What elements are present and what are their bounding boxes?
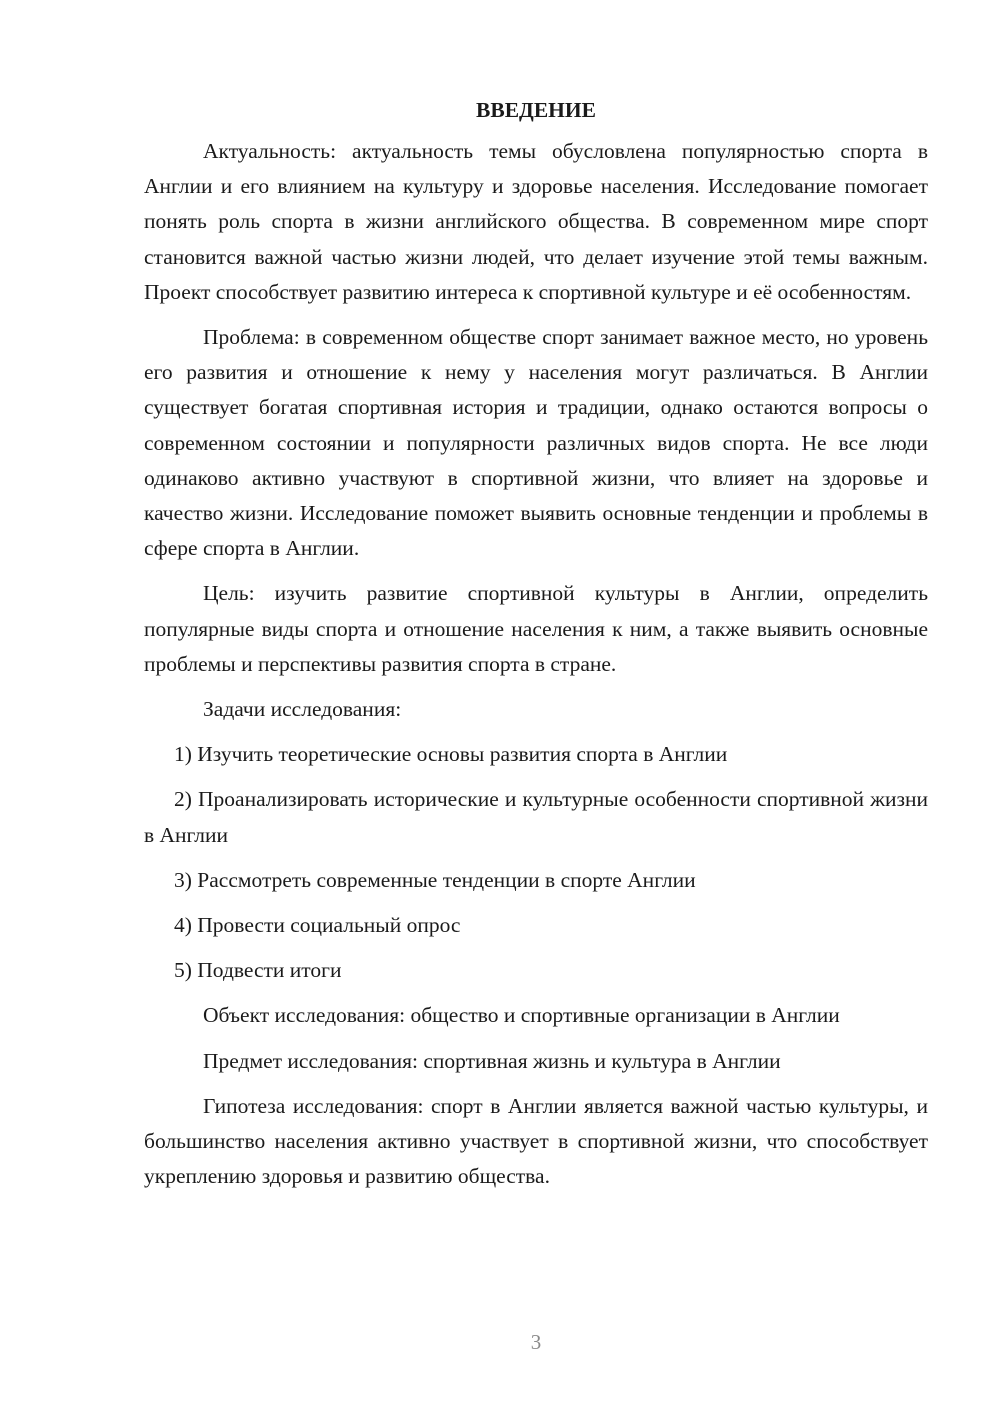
task-item-3: 3) Рассмотреть современные тенденции в спорте Англии	[174, 867, 696, 892]
subject-paragraph: Предмет исследования: спортивная жизнь и культура в Англии	[203, 1048, 781, 1073]
task-item-4: 4) Провести социальный опрос	[174, 913, 461, 938]
goal-paragraph: Цель: изучить развитие спортивной культуры в Англии, определить популярные виды спорта и отношение населения к ним, а также выявить основные проблемы и перспективы развития спорта в стране.	[144, 581, 928, 676]
relevance-paragraph: Актуальность: актуальность темы обусловлена популярностью спорта в Англии и его влиянием на культуру и здоровье населения. Исследование помогает понять роль спорта в жизни английского общества. В современном мире спорт становится важной частью жизни людей, что делает изучение этой темы важным. Проект способствует развитию интереса к спортивной культуре и её особенностям.	[144, 139, 928, 304]
page-number: 3	[530, 1330, 542, 1354]
task-item-2: 2) Проанализировать исторические и культурные особенности спортивной жизни в Англии	[144, 787, 928, 847]
problem-paragraph: Проблема: в современном обществе спорт занимает важное место, но уровень его развития и отношение к нему у населения могут различаться. В Англии существует богатая спортивная история и традиции, однако остаются вопросы о современном состоянии и популярности различных видов спорта. Не все люди одинаково активно участвуют в спортивной жизни, что влияет на здоровье и качество жизни. Исследование поможет выявить основные тенденции и проблемы в сфере спорта в Англии.	[144, 325, 928, 561]
tasks-heading: Задачи исследования:	[203, 697, 402, 722]
document-page	[144, 96, 928, 1204]
hypothesis-paragraph: Гипотеза исследования: спорт в Англии является важной частью культуры, и большинство населения активно участвует в спортивной жизни, что способствует укреплению здоровья и развитию общества.	[144, 1093, 928, 1189]
page-title: ВВЕДЕНИЕ	[476, 98, 596, 122]
object-paragraph: Объект исследования: общество и спортивные организации в Англии	[203, 1003, 840, 1028]
task-item-1: 1) Изучить теоретические основы развития спорта в Англии	[174, 742, 728, 767]
task-item-5: 5) Подвести итоги	[174, 958, 342, 983]
